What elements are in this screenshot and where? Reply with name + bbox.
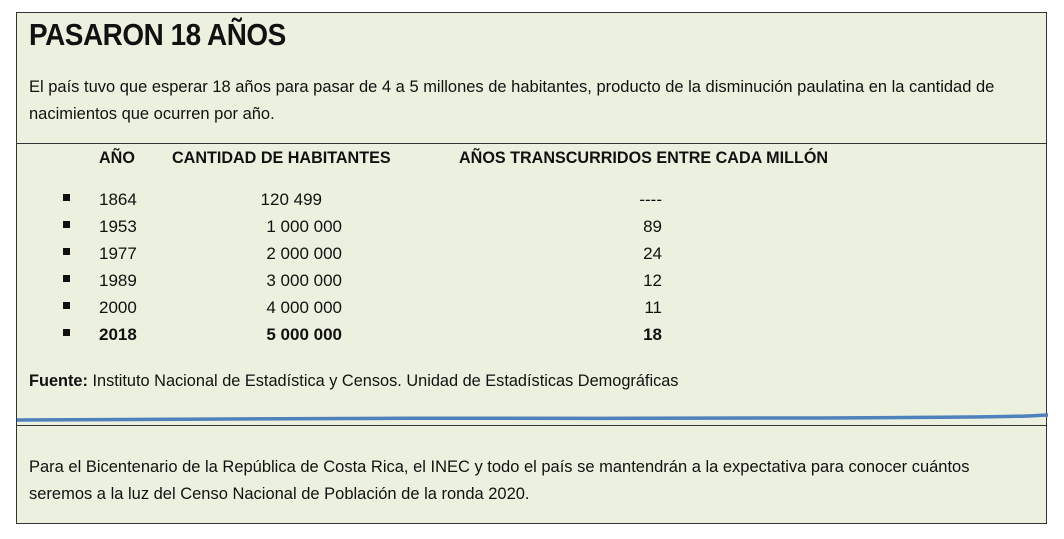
table-row — [17, 241, 1048, 268]
cell-year: 1953 — [99, 217, 137, 236]
cell-years: ---- — [639, 190, 662, 209]
cell-population: 4 000 000 — [266, 298, 342, 317]
bullet-icon — [63, 248, 70, 255]
bullet-icon — [63, 194, 70, 201]
cell-year: 2018 — [99, 325, 137, 344]
cell-years: 89 — [643, 217, 662, 236]
bullet-icon — [63, 221, 70, 228]
cell-years: 24 — [643, 244, 662, 263]
header-years-elapsed: AÑOS TRANSCURRIDOS ENTRE CADA MILLÓN — [459, 148, 829, 167]
footer-paragraph: Para el Bicentenario de la República de Costa Rica, el INEC y todo el país se mantendrán a la expectativa para conocer cuántos seremos a la luz del Censo Nacional de Población de la ronda 2020. — [29, 457, 970, 503]
cell-year: 1864 — [99, 190, 137, 209]
cell-years: 18 — [643, 325, 662, 344]
intro-paragraph: El país tuvo que esperar 18 años para pasar de 4 a 5 millones de habitantes, producto de la disminución paulatina en la cantidad de nacimientos que ocurren por año. — [29, 77, 995, 123]
divider — [17, 425, 1046, 426]
cell-years: 12 — [643, 271, 662, 290]
source-text: Instituto Nacional de Estadística y Censos. Unidad de Estadísticas Demográficas — [87, 371, 679, 390]
table-row — [17, 322, 1048, 349]
cell-years: 11 — [644, 298, 662, 317]
cell-population: 1 000 000 — [266, 217, 342, 236]
cell-population: 3 000 000 — [266, 271, 342, 290]
cell-population: 5 000 000 — [266, 325, 342, 344]
table-row — [17, 268, 1048, 295]
table-row — [17, 187, 1048, 214]
table-row — [17, 214, 1048, 241]
table-row — [17, 295, 1048, 322]
cell-population: 120 499 — [260, 190, 322, 209]
bullet-icon — [63, 302, 70, 309]
header-year: AÑO — [99, 148, 135, 167]
cell-population: 2 000 000 — [266, 244, 342, 263]
source-label: Fuente: — [29, 371, 88, 390]
page-title: PASARON 18 AÑOS — [29, 17, 286, 52]
cell-year: 1977 — [99, 244, 137, 263]
header-population: CANTIDAD DE HABITANTES — [172, 148, 391, 167]
bullet-icon — [63, 329, 70, 336]
divider — [17, 143, 1046, 144]
bullet-icon — [63, 275, 70, 282]
info-box — [16, 12, 1047, 524]
accent-divider — [17, 413, 1048, 425]
cell-year: 2000 — [99, 298, 137, 317]
cell-year: 1989 — [99, 271, 137, 290]
source-note — [29, 371, 678, 391]
